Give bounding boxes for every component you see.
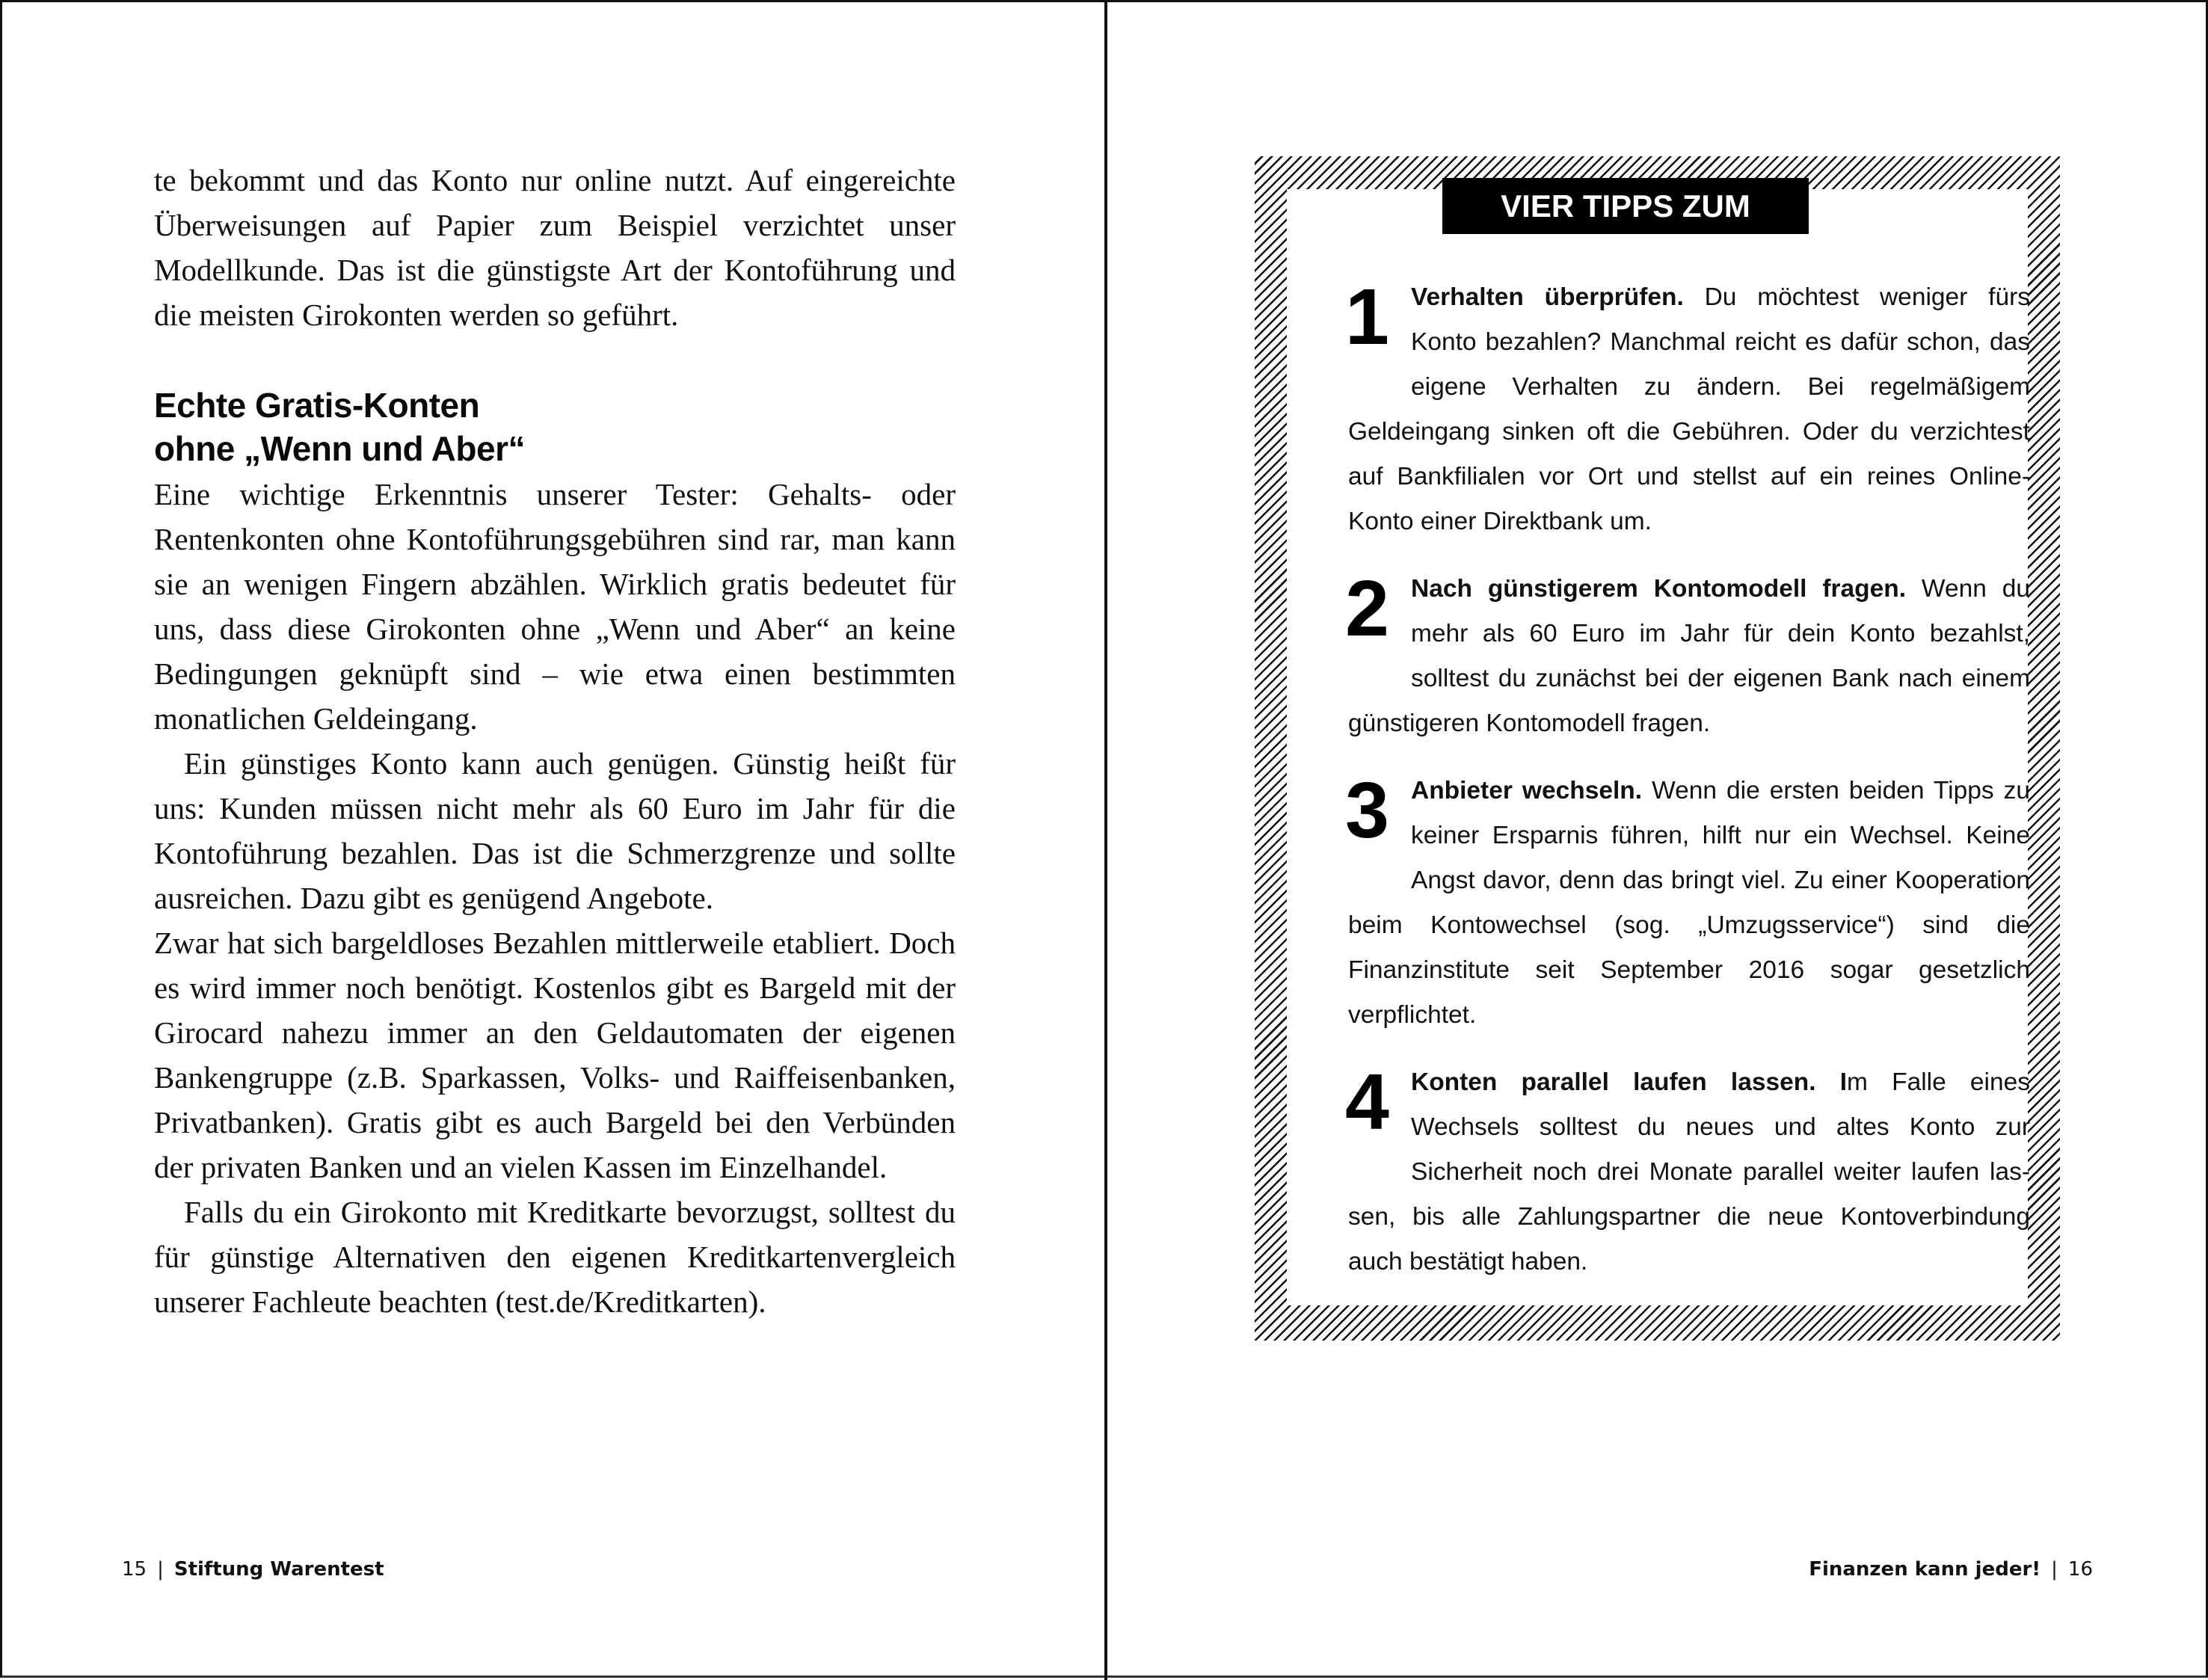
tip-number: 4: [1345, 1058, 1389, 1146]
running-title: Stiftung Warentest: [173, 1558, 384, 1581]
footer-separator: |: [157, 1558, 164, 1581]
tip-text: [1348, 769, 2030, 1038]
paragraph: Ein günstiges Konto kann auch genügen. Günstig heißt für uns: Kunden müssen nicht mehr als 60 Euro im Jahr für die Kontoführung bezahlen. Das ist die Schmerzgrenze und sollte ausreichen. Dazu gibt es genügend Angebote.: [154, 746, 956, 915]
footer-separator: |: [2051, 1558, 2058, 1581]
running-title: Finanzen kann jeder!: [1809, 1558, 2041, 1581]
tip-lead: Konten parallel laufen lassen. I: [1411, 1068, 1848, 1096]
heading-line-2: ohne „Wenn und Aber“: [154, 429, 525, 468]
page-number: 16: [2067, 1558, 2093, 1581]
tip-text: [1348, 275, 2030, 544]
tips-list: [1345, 273, 2030, 1307]
tip-item: [1345, 766, 2030, 1038]
tip-body: Wenn die ersten beiden Tipps zu keiner Ersparnis führen, hilft nur ein Wechsel. Keine Angst davor, denn das bringt viel. Zu einer Kooperation beim Kontowechsel (sog. „Umzugsservice“) sind die Finanzinstitute seit September 2016 sogar gesetzlich verpflichtet.: [1348, 777, 2030, 1029]
tip-body: Du möchtest weniger fürs Konto bezahlen? Manchmal reicht es dafür schon, das eigene Verhalten zu ändern. Bei regelmäßigem Geldeingang sinken oft die Gebühren. Oder du verzichtest auf Bankfilialen vor Ort und stellst auf ein reines Online-Konto einer Direktbank um.: [1348, 283, 2030, 535]
heading-line-1: Echte Gratis-Konten: [154, 386, 480, 425]
tips-box-content: [1287, 189, 2028, 1305]
left-page: [2, 2, 1104, 1680]
right-footer: [1809, 1557, 2093, 1582]
tip-number: 1: [1345, 273, 1389, 361]
left-footer: [122, 1557, 384, 1582]
tip-number: 2: [1345, 564, 1389, 653]
section-heading: [154, 384, 956, 470]
tip-lead: Nach günstigerem Kontomodell fragen.: [1411, 575, 1907, 603]
tip-item: [1345, 273, 2030, 544]
tip-text: [1348, 1060, 2030, 1284]
left-body-text: [154, 158, 956, 1324]
tip-text: [1348, 567, 2030, 746]
tip-body: m Falle eines Wechsels solltest du neues und altes Konto zur Sicherheit noch drei Monate parallel weiter laufen lassen, bis alle Zahlungspartner die neue Kontoverbindung auch bestätigt haben.: [1348, 1068, 2030, 1276]
tip-body: Wenn du mehr als 60 Euro im Jahr für dein Konto bezahlst, solltest du zunächst bei der eigenen Bank nach einem günstigeren Kontomodell fragen.: [1348, 575, 2030, 737]
tips-box-title: VIER TIPPS ZUM GIROKONTO: [1442, 178, 1809, 234]
paragraph: Zwar hat sich bargeldloses Bezahlen mittlerweile etabliert. Doch es wird immer noch benötigt. Kostenlos gibt es Bargeld mit der Girocard nahezu immer an den Geldautomaten der eigenen Bankengruppe (z.B. Sparkassen, Volks- und Raiffeisenbanken, Privatbanken). Gratis gibt es auch Bargeld bei den Verbünden der privaten Banken und an vielen Kassen im Einzelhandel.: [154, 926, 956, 1184]
tips-box: [1255, 156, 2060, 1341]
tip-item: [1345, 564, 2030, 746]
page-number: 15: [122, 1558, 147, 1581]
right-page: [1107, 2, 2208, 1680]
tip-item: [1345, 1058, 2030, 1284]
paragraph: te bekommt und das Konto nur online nutzt. Auf eingereichte Überweisungen auf Papier zum Beispiel verzichtet unser Modellkunde. Das ist die günstigste Art der Kontoführung und die meisten Girokonten werden so geführt.: [154, 163, 956, 332]
tip-number: 3: [1345, 766, 1389, 855]
tip-lead: Verhalten überprüfen.: [1411, 283, 1684, 311]
paragraph: Falls du ein Girokonto mit Kreditkarte bevorzugst, solltest du für günstige Alternativen den eigenen Kreditkartenvergleich unserer Fachleute beachten (test.de/Kreditkarten).: [154, 1195, 956, 1319]
paragraph: Eine wichtige Erkenntnis unserer Tester: Gehalts- oder Rentenkonten ohne Kontoführungsgebühren sind rar, man kann sie an wenigen Fingern abzählen. Wirklich gratis bedeutet für uns, dass diese Girokonten ohne „Wenn und Aber“ an keine Bedingungen geknüpft sind – wie etwa einen bestimmten monatlichen Geldeingang.: [154, 477, 956, 736]
tip-lead: Anbieter wechseln.: [1411, 777, 1643, 804]
